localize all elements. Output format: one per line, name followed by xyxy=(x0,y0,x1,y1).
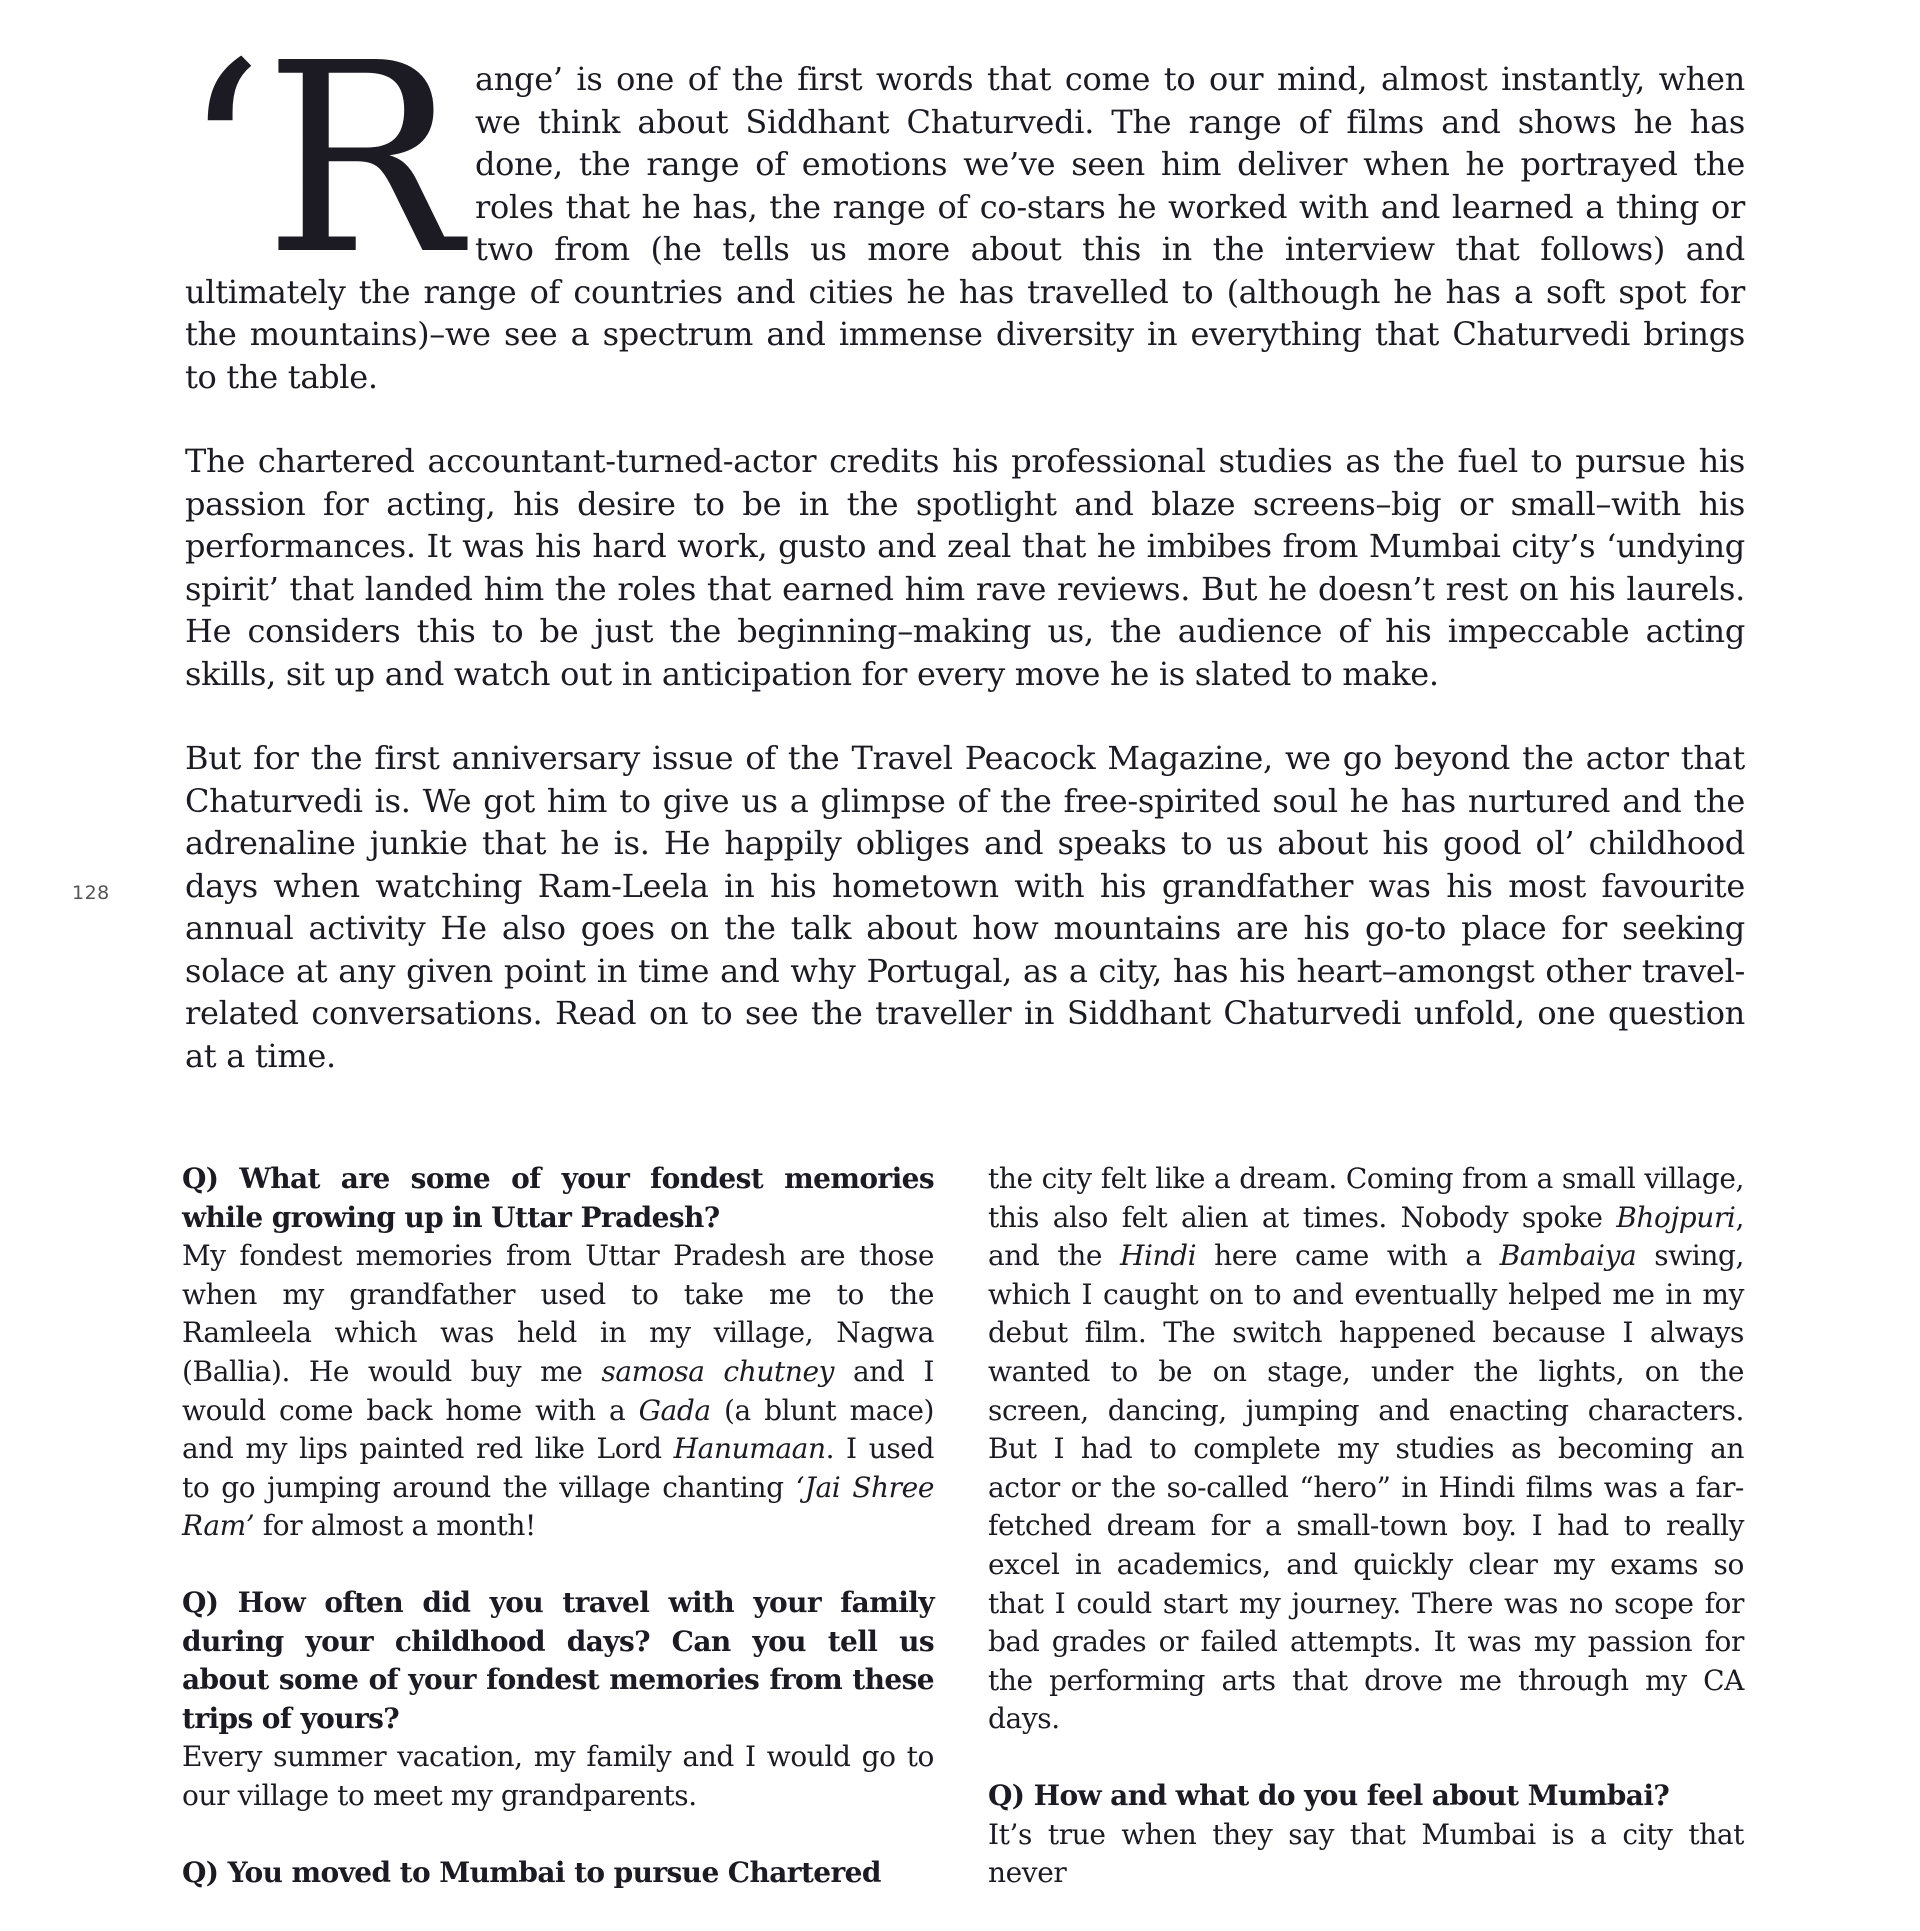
answer-1-italic: ‘Jai Shree Ram’ xyxy=(182,1470,934,1543)
question-4: Q) How and what do you feel about Mumbai? xyxy=(988,1778,1670,1812)
intro-section xyxy=(181,7,1745,1119)
answer-3 xyxy=(988,1160,1744,1739)
answer-1-text: . I used to go jumping around the village chanting xyxy=(182,1432,934,1504)
answer-1-italic: Gada xyxy=(638,1393,711,1427)
answer-3-text: swing, which I caught on to and eventually helped me in my debut film. The switch happened because I always wanted to be on stage, under the lights, on the screen, dancing, jumping and enacting characters. But I had to complete my studies as becoming an actor or the so-called “hero” in Hindi films was a far-fetched dream for a small-town boy. I had to really excel in academics, and quickly clear my exams so that I could start my journey. There was no scope for bad grades or failed attempts. It was my passion for the performing arts that drove me through my CA days. xyxy=(988,1239,1744,1736)
intro-paragraph-3: But for the first anniversary issue of the Travel Peacock Magazine, we go beyond the actor that Chaturvedi is. We got him to give us a glimpse of the free-spirited soul he has nurtured and the adrenaline junkie that he is. He happily obliges and speaks to us about his good ol’ childhood days when watching Ram-Leela in his hometown with his grandfather was his most favourite annual activity He also goes on the talk about how mountains are his go-to place for seeking solace at any given point in time and why Portugal, as a city, has his heart–amongst other travel-related conversations. Read on to see the traveller in Siddhant Chaturvedi unfold, one question at a time. xyxy=(185,739,1745,1075)
page-number: 128 xyxy=(72,882,110,904)
answer-1-text: My fondest memories from Uttar Pradesh are those when my grandfather used to take me to the Ramleela which was held in my village, Nagwa (Ballia). He would buy me xyxy=(182,1239,934,1388)
answer-3-text: here came with a xyxy=(1196,1239,1500,1273)
question-3: Q) You moved to Mumbai to pursue Chartered xyxy=(182,1855,881,1889)
interview-column-right xyxy=(988,1160,1744,1931)
answer-1-text: for almost a month! xyxy=(254,1509,536,1543)
intro-paragraph-2: The chartered accountant-turned-actor credits his professional studies as the fuel to pursue his passion for acting, his desire to be in the spotlight and blaze screens–big or small–with his performances. It was his hard work, gusto and zeal that he imbibes from Mumbai city’s ‘undying spirit’ that landed him the roles that earned him rave reviews. But he doesn’t rest on his laurels. He considers this to be just the beginning–making us, the audience of his impeccable acting skills, sit up and watch out in anticipation for every move he is slated to make. xyxy=(185,442,1745,693)
answer-1-text: (a blunt mace) and my lips painted red like Lord xyxy=(182,1393,935,1466)
answer-4: It’s true when they say that Mumbai is a city that never xyxy=(988,1817,1744,1890)
answer-1-italic: Hanumaan xyxy=(673,1432,826,1466)
question-2: Q) How often did you travel with your family during your childhood days? Can you tell us about some of your fondest memories from these trips of yours? xyxy=(182,1585,934,1735)
intro-paragraph-1 xyxy=(181,7,1745,398)
answer-2: Every summer vacation, my family and I would go to our village to meet my grandparents. xyxy=(182,1740,934,1812)
interview-columns xyxy=(182,1160,1744,1890)
question-1: Q) What are some of your fondest memories while growing up in Uttar Pradesh? xyxy=(182,1162,934,1234)
answer-3-italic: Hindi xyxy=(1119,1239,1197,1273)
answer-1-italic: samosa chutney xyxy=(601,1354,835,1388)
answer-1-text: and I would come back home with a xyxy=(182,1354,934,1427)
answer-3-text: , and the xyxy=(988,1200,1744,1273)
answer-3-italic: Bambaiya xyxy=(1499,1239,1637,1273)
interview-column-left xyxy=(182,1160,934,1892)
answer-3-italic: Bhojpuri xyxy=(1616,1200,1736,1234)
answer-3-text: the city felt like a dream. Coming from a small village, this also felt alien at times. Nobody spoke xyxy=(988,1162,1744,1234)
intro-paragraph-1-text: ange’ is one of the first words that come to our mind, almost instantly, when we think about Siddhant Chaturvedi. The range of films and shows he has done, the range of emotions we’ve seen him deliver when he portrayed the roles that he has, the range of co-stars he worked with and learned a thing or two from (he tells us more about this in the interview that follows) and ultimately the range of countries and cities he has travelled to (although he has a soft spot for the mountains)–we see a spectrum and immense diversity in everything that Chaturvedi brings to the table. xyxy=(185,60,1745,396)
answer-1 xyxy=(182,1237,934,1546)
drop-cap: ‘R xyxy=(181,7,461,312)
